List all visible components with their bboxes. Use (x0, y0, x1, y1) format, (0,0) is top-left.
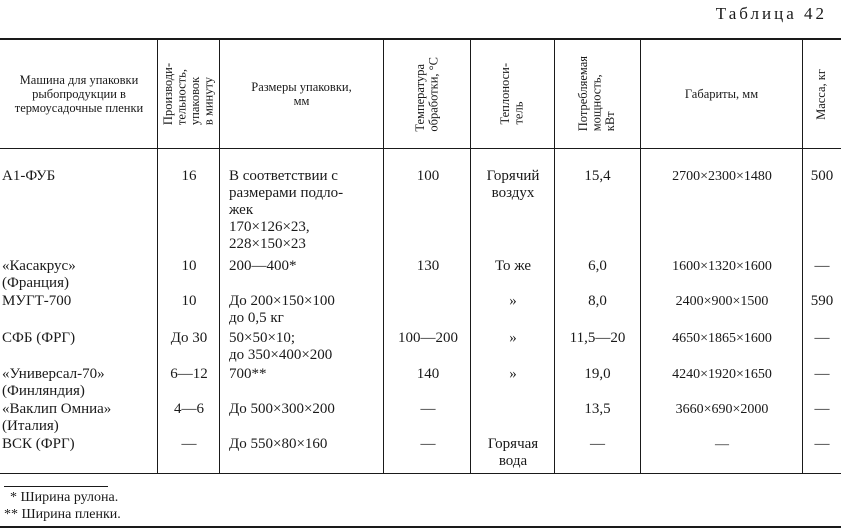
cell-power: 11,5—20 (569, 330, 626, 346)
cell-mass: — (814, 436, 830, 452)
cell-dimensions: 4650×1865×1600 (672, 331, 772, 346)
cell-machine: «Ваклип Омниа» (Италия) (2, 401, 112, 434)
cell-mass: 500 (810, 168, 834, 184)
header-dimensions: Габариты, мм (684, 87, 759, 101)
cell-heat-carrier: Горячий воздух (486, 168, 540, 201)
cell-machine: А1-ФУБ (2, 168, 56, 184)
cell-mass: 590 (810, 293, 834, 309)
cell-productivity: 16 (181, 168, 197, 184)
cell-temperature: 100—200 (398, 330, 458, 346)
cell-productivity: — (181, 436, 197, 452)
cell-size: До 550×80×160 (229, 436, 328, 452)
header-mass: Масса, кг (814, 68, 829, 120)
cell-power: — (590, 436, 605, 452)
cell-size: 700** (229, 366, 267, 382)
cell-productivity: 10 (181, 258, 197, 274)
cell-dimensions: 2700×2300×1480 (672, 169, 772, 184)
cell-machine: СФБ (ФРГ) (2, 330, 76, 346)
cell-temperature: 130 (416, 258, 440, 274)
cell-size: 50×50×10; до 350×400×200 (229, 330, 333, 363)
cell-heat-carrier: » (509, 330, 517, 346)
header-heat-carrier: Теплоноси- тель (498, 63, 526, 125)
cell-mass: — (814, 258, 830, 274)
cell-temperature: — (420, 436, 436, 452)
header-temperature: Температура обработки, °С (412, 56, 440, 132)
footnote: ** Ширина пленки. (4, 507, 121, 522)
footnote: * Ширина рулона. (10, 490, 119, 505)
cell-heat-carrier: То же (494, 258, 532, 274)
cell-mass: — (814, 401, 830, 417)
cell-heat-carrier: Горячая вода (487, 436, 539, 469)
cell-power: 13,5 (584, 401, 611, 417)
cell-machine: «Касакрус» (Франция) (2, 258, 76, 291)
cell-heat-carrier: » (509, 293, 517, 309)
header-machine: Машина для упаковки рыбопродукции в термоусадочные пленки (14, 73, 144, 115)
cell-machine: «Универсал-70» (Финляндия) (2, 366, 105, 399)
header-productivity: Производи- тельность, упаковок в минуту (160, 62, 215, 126)
cell-size: До 200×150×100 до 0,5 кг (229, 293, 335, 326)
cell-machine: ВСК (ФРГ) (2, 436, 75, 452)
cell-productivity: 6—12 (170, 366, 208, 382)
cell-size: До 500×300×200 (229, 401, 335, 417)
cell-dimensions: — (715, 437, 729, 452)
cell-machine: МУГТ-700 (2, 293, 72, 309)
cell-dimensions: 3660×690×2000 (675, 402, 769, 417)
cell-heat-carrier: » (509, 366, 517, 382)
table-bottom-rule (0, 473, 841, 474)
page-bottom-rule (0, 526, 841, 528)
cell-power: 8,0 (588, 293, 607, 309)
cell-size: 200—400* (229, 258, 297, 274)
cell-temperature: 100 (416, 168, 440, 184)
cell-productivity: До 30 (170, 330, 208, 346)
cell-mass: — (814, 366, 830, 382)
cell-mass: — (814, 330, 830, 346)
cell-productivity: 4—6 (174, 401, 204, 417)
cell-temperature: 140 (416, 366, 440, 382)
cell-power: 15,4 (584, 168, 611, 184)
cell-power: 6,0 (588, 258, 607, 274)
cell-size: В соответствии с размерами подло- жек 170×126×23, 228×150×23 (229, 168, 344, 252)
cell-productivity: 10 (181, 293, 197, 309)
header-power: Потребляемая мощность, кВт (576, 56, 618, 132)
cell-dimensions: 2400×900×1500 (675, 294, 769, 309)
cell-power: 19,0 (584, 366, 611, 382)
cell-dimensions: 4240×1920×1650 (672, 367, 772, 382)
cell-temperature: — (420, 401, 436, 417)
footnote-rule (4, 486, 108, 487)
table-caption: Таблица 42 (715, 4, 827, 23)
header-size: Размеры упаковки, мм (251, 80, 352, 108)
cell-dimensions: 1600×1320×1600 (672, 259, 772, 274)
header-bottom-rule (0, 148, 841, 149)
